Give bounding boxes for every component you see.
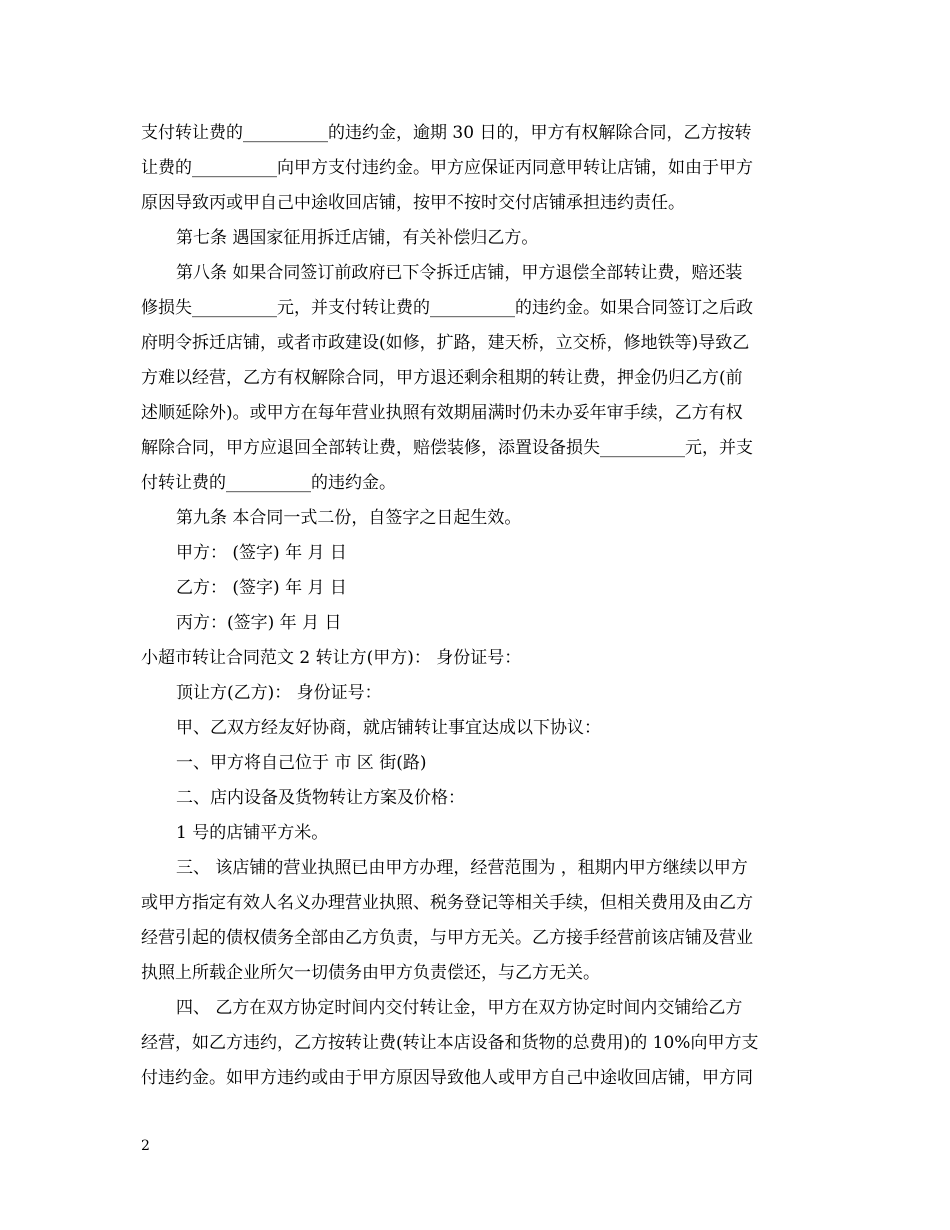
text-line-5: 第八条 如果合同签订前政府已下令拆迁店铺，甲方退偿全部转让费，赔还装 <box>176 263 743 283</box>
page-number: 2 <box>141 1138 150 1154</box>
text-line-16: 小超市转让合同范文 2 转让方(甲方)： 身份证号： <box>141 648 522 668</box>
text-line-23: 或甲方指定有效人名义办理营业执照、税务登记等相关手续，但相关费用及由乙方 <box>141 893 753 913</box>
text-line-17: 顶让方(乙方)： 身份证号： <box>176 683 382 703</box>
text-line-14: 乙方： (签字) 年 月 日 <box>176 578 347 598</box>
text-line-13: 甲方： (签字) 年 月 日 <box>176 543 347 563</box>
text-line-8: 方难以经营，乙方有权解除合同，甲方退还剩余租期的转让费，押金仍归乙方(前 <box>141 368 743 388</box>
text-line-4: 第七条 遇国家征用拆迁店铺，有关补偿归乙方。 <box>176 228 539 248</box>
text-line-25: 执照上所载企业所欠一切债务由甲方负责偿还，与乙方无关。 <box>141 963 600 983</box>
text-line-28: 付违约金。如甲方违约或由于甲方原因导致他人或甲方自己中途收回店铺，甲方同 <box>141 1068 753 1088</box>
text-line-22: 三、 该店铺的营业执照已由甲方办理，经营范围为 ，租期内甲方继续以甲方 <box>176 858 748 878</box>
text-line-20: 二、店内设备及货物转让方案及价格： <box>176 788 465 808</box>
text-line-6: 修损失__________元，并支付转让费的__________的违约金。如果合同签订之后政 <box>141 298 753 318</box>
text-line-12: 第九条 本合同一式二份，自签字之日起生效。 <box>176 508 522 528</box>
text-line-27: 经营，如乙方违约，乙方按转让费(转让本店设备和货物的总费用)的 10%向甲方支 <box>141 1033 759 1053</box>
text-line-18: 甲、乙双方经友好协商，就店铺转让事宜达成以下协议： <box>176 718 601 738</box>
text-line-10: 解除合同，甲方应退回全部转让费，赔偿装修，添置设备损失__________元，并支 <box>141 438 753 458</box>
text-line-2: 让费的__________向甲方支付违约金。甲方应保证丙同意甲转让店铺，如由于甲方 <box>141 158 753 178</box>
text-line-7: 府明令拆迁店铺，或者市政建设(如修，扩路，建天桥，立交桥，修地铁等)导致乙 <box>141 333 750 353</box>
text-line-15: 丙方：(签字) 年 月 日 <box>176 613 342 633</box>
text-line-1: 支付转让费的__________的违约金，逾期 30 日的，甲方有权解除合同，乙方按转 <box>141 123 752 143</box>
text-line-21: 1 号的店铺平方米。 <box>176 823 329 843</box>
text-line-24: 经营引起的债权债务全部由乙方负责，与甲方无关。乙方接手经营前该店铺及营业 <box>141 928 753 948</box>
text-line-9: 述顺延除外)。或甲方在每年营业执照有效期届满时仍未办妥年审手续，乙方有权 <box>141 403 743 423</box>
text-line-19: 一、甲方将自己位于 市 区 街(路) <box>176 753 427 773</box>
text-line-26: 四、 乙方在双方协定时间内交付转让金，甲方在双方协定时间内交铺给乙方 <box>176 998 743 1018</box>
text-line-3: 原因导致丙或甲自己中途收回店铺，按甲不按时交付店铺承担违约责任。 <box>141 193 685 213</box>
text-line-11: 付转让费的__________的违约金。 <box>141 473 396 493</box>
